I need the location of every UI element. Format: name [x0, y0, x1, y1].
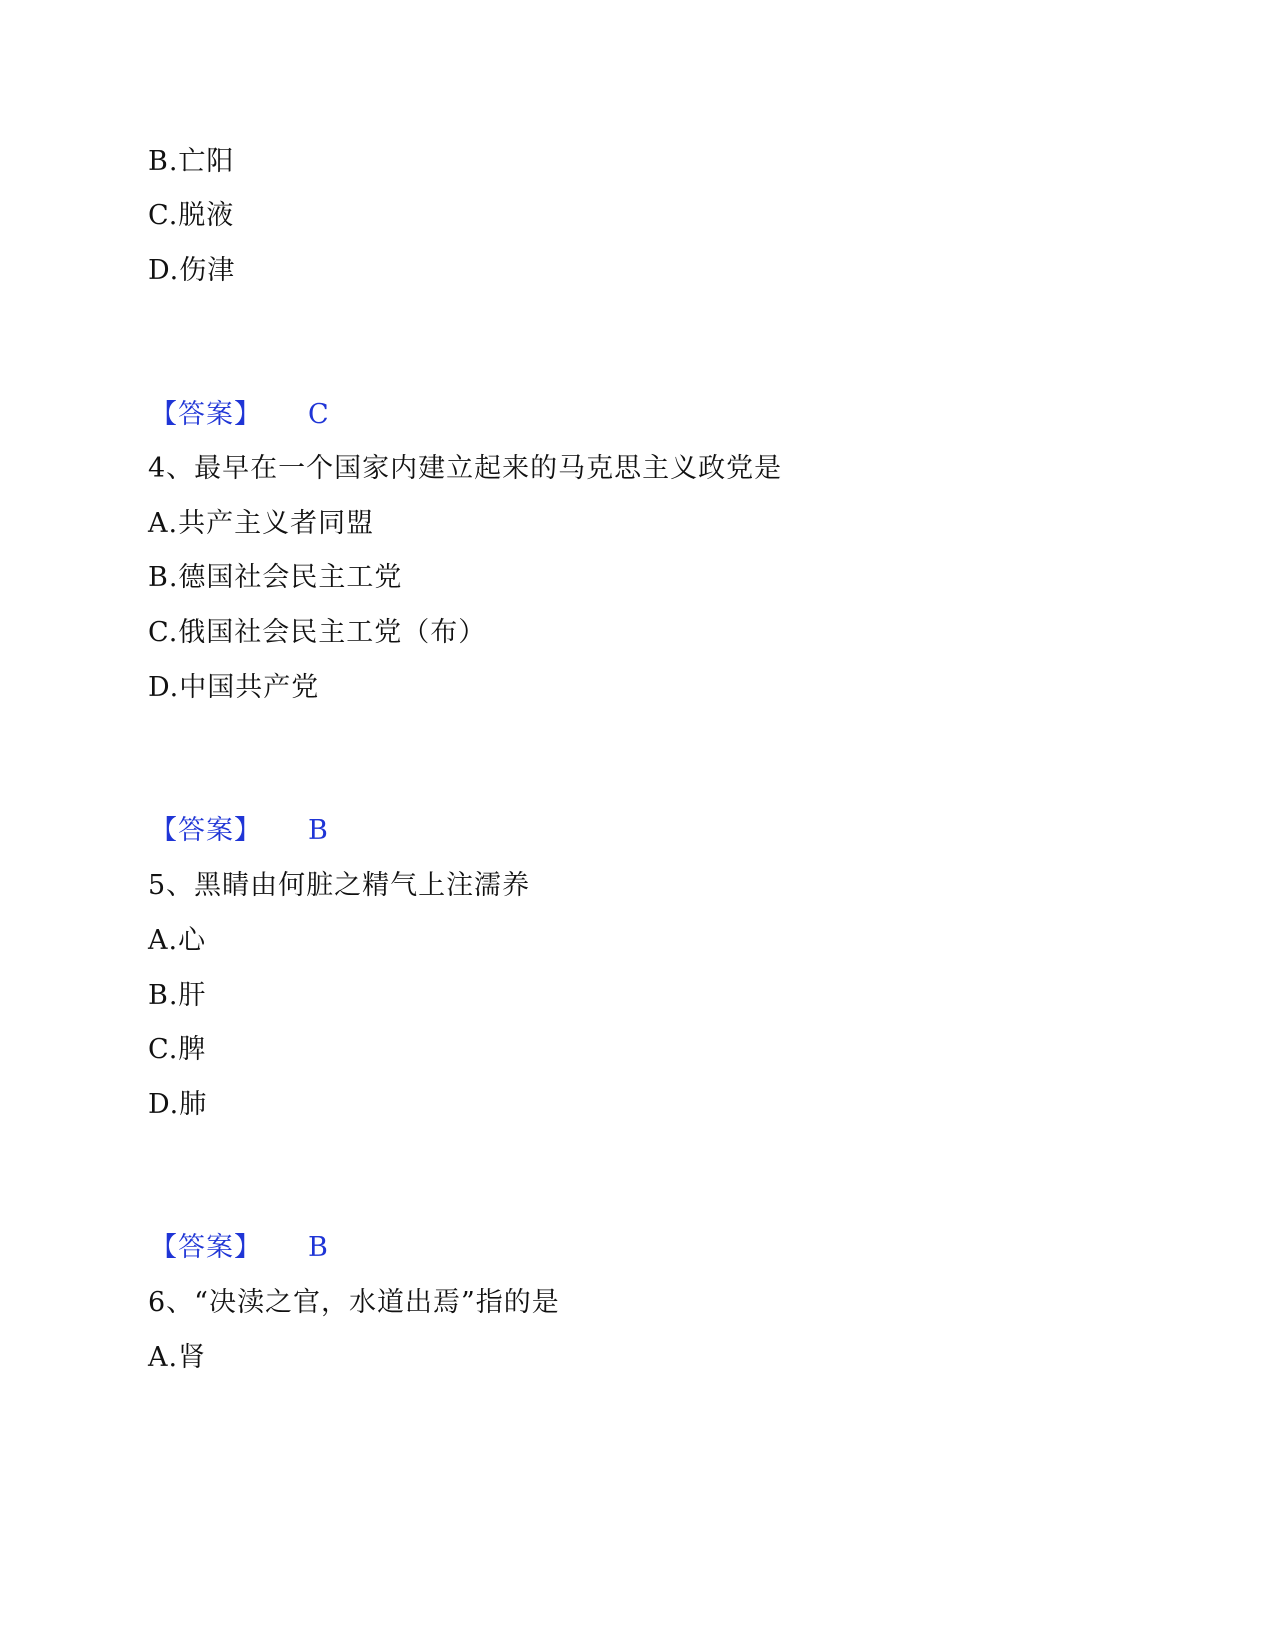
option-d: D.伤津 [148, 255, 236, 286]
option-c: C.脱液 [148, 200, 235, 231]
answer-line [150, 397, 330, 433]
option-a: A.肾 [148, 1342, 207, 1373]
question-4: 4、最早在一个国家内建立起来的马克思主义政党是 [148, 453, 783, 484]
option-d: D.中国共产党 [148, 672, 320, 703]
option-b: B.肝 [148, 980, 207, 1011]
answer-value: B [308, 1232, 329, 1263]
option-b: B.亡阳 [148, 146, 235, 177]
answer-line [150, 1230, 329, 1266]
option-c: C.俄国社会民主工党（布） [148, 617, 487, 648]
option-a: A.心 [148, 925, 207, 956]
answer-line [150, 813, 329, 849]
option-d: D.肺 [148, 1089, 208, 1120]
option-a: A.共产主义者同盟 [148, 508, 375, 539]
question-5: 5、黑睛由何脏之精气上注濡养 [148, 870, 531, 901]
option-c: C.脾 [148, 1034, 207, 1065]
question-6: 6、“决渎之官，水道出焉”指的是 [148, 1287, 560, 1318]
answer-value: C [308, 399, 330, 430]
answer-label: 【答案】 [150, 399, 262, 430]
answer-value: B [308, 815, 329, 846]
option-b: B.德国社会民主工党 [148, 562, 403, 593]
answer-label: 【答案】 [150, 815, 262, 846]
answer-label: 【答案】 [150, 1232, 262, 1263]
